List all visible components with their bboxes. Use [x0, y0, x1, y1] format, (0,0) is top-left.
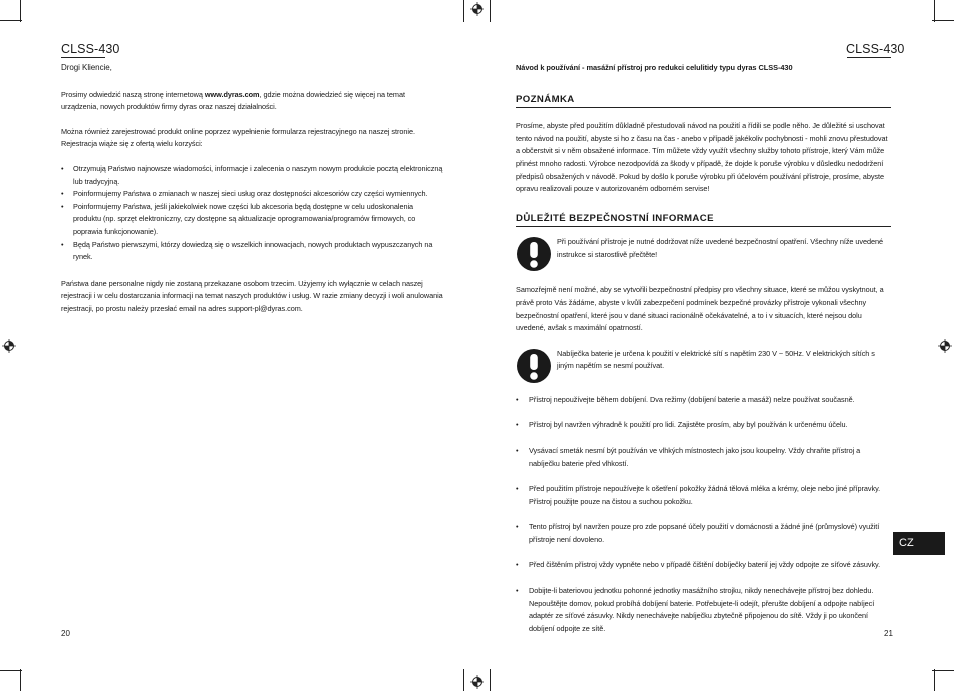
- header-rule-right: [847, 57, 891, 58]
- safety-heading: DŮLEŽITÉ BEZPEČNOSTNÍ INFORMACE: [516, 213, 891, 228]
- warning-text: Nabíječka baterie je určena k použití v elektrické sítí s napětím 230 V ~ 50Hz. V elektrických sítích s jiným napětím se nesmí používat.: [557, 348, 875, 371]
- greeting: Drogi Kliencie,: [61, 63, 112, 72]
- crop-mark: [463, 669, 464, 691]
- crop-mark: [490, 0, 491, 22]
- safety-paragraph: Samozřejmě není možné, aby se vytvořili bezpečnostní předpisy pro všechny situace, které se můžou vyskytnout, a právě proto Vás žádáme, abyste v kvůli zabezpečení podmínek bezpečné provázky přístroje vykonali všechny bezpečnostní opatření, které jsou v dané situaci racionálně očekávatelné, a to i v situacích, které nejsou dolu uvedené, avšak s maximální opatrností.: [516, 285, 884, 333]
- list-item: • Před použitím přístroje nepoužívejte k ošetření pokožky žádná tělová mléka a krémy, oleje nebo jiné přípravky. Přístroj použijte pouze na čistou a suchou pokožku.: [516, 483, 891, 508]
- warning-block: [516, 236, 891, 272]
- crop-mark: [20, 0, 21, 22]
- crop-mark: [0, 670, 22, 671]
- list-item: • Będą Państwo pierwszymi, którzy dowiedzą się o wszelkich innowacjach, nowych produktach wypuszczanych na rynek.: [61, 239, 443, 264]
- page-number-right: 21: [884, 629, 893, 638]
- list-item: • Přístroj byl navržen výhradně k použití pro lidi. Zajistěte prosím, aby byl používán k určenému účelu.: [516, 419, 891, 432]
- crop-mark: [934, 669, 935, 691]
- intro-text-end: , gdzie można dowiedzieć się więcej na temat urządzenia, nowych produktów firmy dyras oraz naszej działalności.: [61, 89, 405, 112]
- note-paragraph: Prosíme, abyste před použitím důkladně přestudovali návod na použití a řídili se podle něho. Je důležité si uschovat tento návod na použití, abyste si ho z času na čas - anebo v případě jakékoliv pochybnosti - mohli znovu přestudovat a občerstvit si v něm obsažené informace. Tím můžete vždy využít všechny služby tohoto přístroje, který Vám může přinést mnoho radosti. Výrobce nezodpovídá za škody v případě, že dojde k poruše výrobku v důsledku nedodržení předpisů obsažených v návodě. Pokud by došlo k poruše výrobku při účelovém používání přístroje, prosíme, abyste opravu realizovali pouze v autorizovaném odborném servise!: [516, 121, 888, 194]
- website-link[interactable]: www.dyras.com: [204, 89, 260, 99]
- right-page-body: [516, 62, 891, 648]
- list-item: • Poinformujemy Państwa, jeśli jakiekolwiek nowe części lub akcesoria będą dostępne w celu udoskonalenia produktu (np. sprzęt elektroniczny, czy dostępne są aktualizacje oprogramowania/programów firmowych, co poprawia funkcjonowanie).: [61, 201, 443, 239]
- crop-mark: [932, 20, 954, 21]
- header-rule-left: [61, 57, 105, 58]
- crosshair-registration-icon: [2, 339, 16, 353]
- model-label-right: CLSS-430: [846, 42, 905, 56]
- exclamation-circle-icon: [516, 348, 552, 384]
- crosshair-registration-icon: [470, 675, 484, 689]
- crosshair-registration-icon: [938, 339, 952, 353]
- warning-block: [516, 348, 891, 384]
- exclamation-circle-icon: [516, 236, 552, 272]
- model-label-left: CLSS-430: [61, 42, 120, 56]
- crop-mark: [0, 20, 22, 21]
- crop-mark: [20, 669, 21, 691]
- list-item: • Vysávací smeták nesmí být používán ve vlhkých místnostech jako jsou koupelny. Vždy chraňte přístroj a nabíječku baterie před vlhkostí.: [516, 445, 891, 470]
- warning-text: Při používání přístroje je nutné dodržovat níže uvedené bezpečnostní opatření. Všechny níže uvedené instrukce si starostlivě přečtěte!: [557, 237, 884, 259]
- intro-text: Prosimy odwiedzić naszą stronę internetową: [61, 89, 205, 99]
- page-number-left: 20: [61, 629, 70, 638]
- left-page-body: [61, 62, 443, 328]
- crop-mark: [463, 0, 464, 22]
- instructions-list: [516, 394, 891, 636]
- list-item: • Přístroj nepoužívejte během dobíjení. Dva režimy (dobíjení baterie a masáž) nelze používat současně.: [516, 394, 891, 407]
- list-item: • Otrzymują Państwo najnowsze wiadomości, informacje i zalecenia o naszym nowym produkcie pocztą elektroniczną lub tradycyjną.: [61, 163, 443, 188]
- crop-mark: [490, 669, 491, 691]
- list-item: • Tento přístroj byl navržen pouze pro zde popsané účely použití v domácnosti a žádné jiné (průmyslové) využití přístroje není dovoleno.: [516, 521, 891, 546]
- register-paragraph: Można również zarejestrować produkt online poprzez wypełnienie formularza rejestracyjnego na naszej stronie. Rejestracja wiąże się z ofertą wielu korzyści:: [61, 126, 415, 149]
- list-item: • Poinformujemy Państwa o zmianach w naszej sieci usług oraz dostępności akcesoriów czy części wymiennych.: [61, 188, 443, 201]
- intro-paragraph: [61, 89, 443, 114]
- list-item: • Před čištěním přístroj vždy vypněte nebo v případě čištění dobíječky baterií jej vždy odpojte ze síťové zásuvky.: [516, 559, 891, 572]
- document-title: Návod k používání - masážní přístroj pro redukci celulitidy typu dyras CLSS-430: [516, 63, 793, 72]
- list-item: • Dobijte-li bateriovou jednotku pohonné jednotky masážního strojku, nikdy nenechávejte přístroj bez dohledu. Nepouštějte domov, pokud probíhá dobíjení baterie. Potřebujete-li odejít, přerušte dobíjení a odpojte nabíjecí adaptér ze síťové zásuvky. Nikdy nenechávejte nabíječku zbytečně připojenou do sítě. Vždy ji po ukončení dobíjení odpojte ze sítě.: [516, 585, 891, 635]
- benefits-list: [61, 163, 443, 264]
- language-tab: CZ: [893, 532, 945, 555]
- crosshair-registration-icon: [470, 2, 484, 16]
- crop-mark: [934, 0, 935, 22]
- crop-mark: [932, 670, 954, 671]
- note-heading: POZNÁMKA: [516, 94, 891, 109]
- privacy-paragraph: Państwa dane personalne nigdy nie zostaną przekazane osobom trzecim. Użyjemy ich wyłącznie w celach naszej rejestracji i w celu dostarczania informacji na temat naszych produktów i usług. W razie zmiany decyzji i woli anulowania rejestracji, po prostu należy przesłać email na adres support-pl@dyras.com.: [61, 278, 443, 313]
